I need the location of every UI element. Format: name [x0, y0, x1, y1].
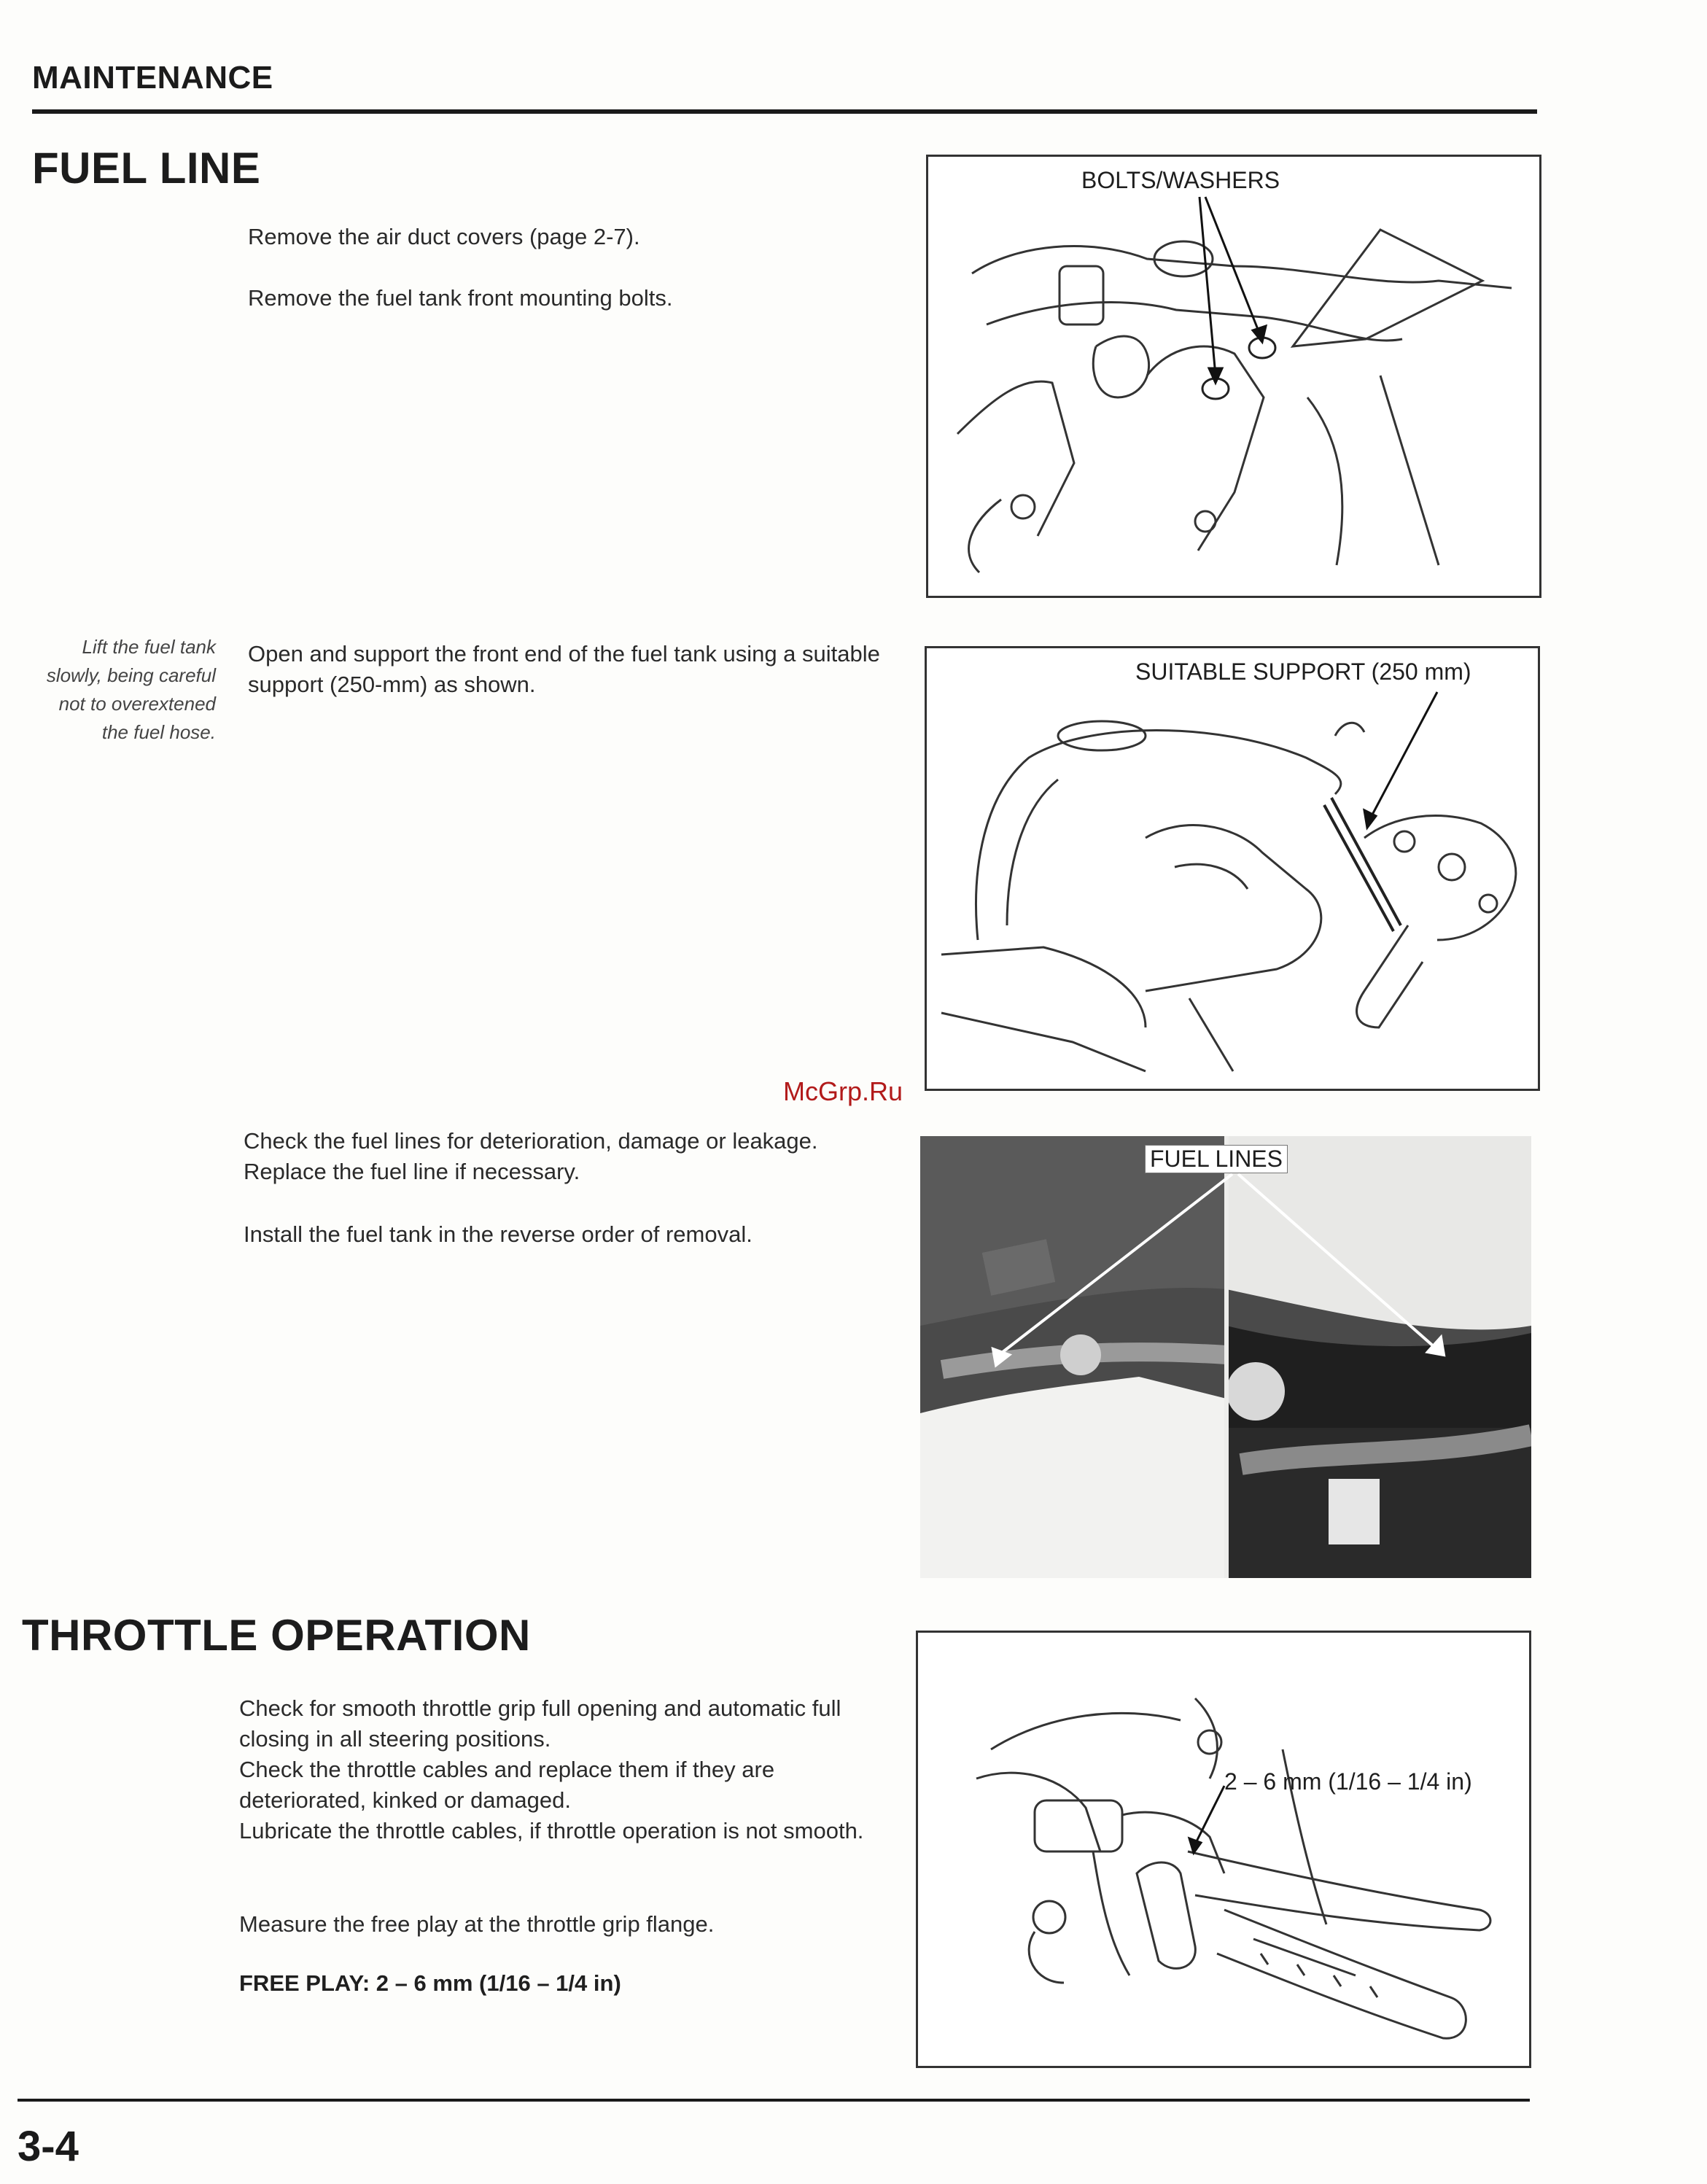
support-illustration: [927, 648, 1538, 1089]
throttle-measure: Measure the free play at the throttle grip flange.: [239, 1911, 715, 1937]
free-play-spec: FREE PLAY: 2 – 6 mm (1/16 – 1/4 in): [239, 1970, 621, 1996]
throttle-lubricate: Lubricate the throttle cables, if throttle operation is not smooth.: [239, 1818, 864, 1843]
section-header: MAINTENANCE: [32, 60, 273, 96]
figure-suitable-support: [925, 646, 1540, 1091]
throttle-illustration: [918, 1633, 1529, 2066]
step-remove-bolts: Remove the fuel tank front mounting bolts.: [248, 285, 673, 311]
page-number: 3-4: [18, 2123, 79, 2170]
suitable-support-label: SUITABLE SUPPORT (250 mm): [1135, 658, 1471, 685]
step-check-fuel-lines: Check the fuel lines for deterioration, damage or leakage. Replace the fuel line if necessary.: [244, 1128, 818, 1184]
bolts-illustration: [928, 157, 1539, 596]
step-support-tank: Open and support the front end of the fuel tank using a suitable support (250-mm) as shown.: [248, 641, 880, 697]
bolts-washers-label: BOLTS/WASHERS: [1081, 167, 1280, 193]
watermark: McGrp.Ru: [783, 1076, 903, 1106]
free-play-label: 2 – 6 mm (1/16 – 1/4 in): [1224, 1768, 1472, 1795]
figure-bolts-washers: [926, 155, 1541, 598]
step-install-tank: Install the fuel tank in the reverse order of removal.: [244, 1221, 753, 1247]
throttle-check-smooth: Check for smooth throttle grip full opening and automatic full closing in all steering positions.: [239, 1695, 841, 1752]
throttle-check-cables: Check the throttle cables and replace them if they are deteriorated, kinked or damaged.: [239, 1757, 775, 1813]
figure-throttle-free-play: [916, 1631, 1531, 2068]
throttle-operation-title: THROTTLE OPERATION: [22, 1611, 531, 1660]
footer-rule: [18, 2099, 1530, 2102]
step-remove-air-duct: Remove the air duct covers (page 2-7).: [248, 224, 640, 249]
side-note: Lift the fuel tank slowly, being careful not to overextened the fuel hose.: [46, 636, 216, 743]
fuel-lines-label: FUEL LINES: [1145, 1145, 1288, 1173]
header-rule: [32, 109, 1537, 114]
fuel-lines-photo-illustration: [920, 1136, 1531, 1578]
fuel-line-title: FUEL LINE: [32, 144, 261, 193]
photo-fuel-lines: [920, 1136, 1531, 1578]
